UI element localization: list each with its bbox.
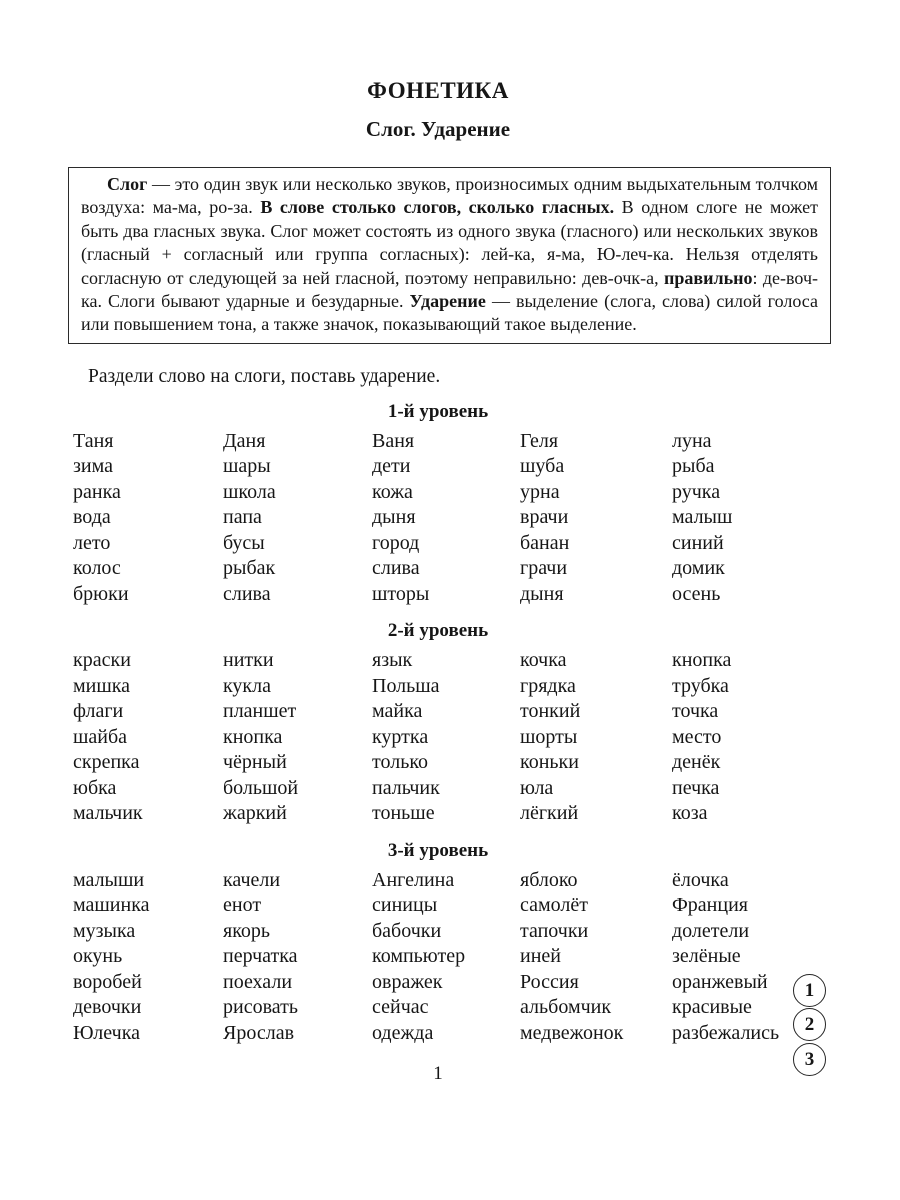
word-cell: трубка <box>672 674 729 697</box>
word-cell: краски <box>73 649 131 672</box>
word-cell: музыка <box>73 919 136 942</box>
definition-body: В одном слоге не может быть два гласных звука. Слог может состоять из одного звука (гласного) или нескольких звуков (гласный + согласный или группа согласных): лей-ка, я-ма, Ю-леч-ка. Нельзя отделять согласную от следующей за ней гласной, поэтому неправильно: дев-очк-а, <box>81 197 818 288</box>
word-cell: дети <box>372 455 411 478</box>
word-cell: денёк <box>672 751 721 774</box>
level-3-word-table <box>73 868 900 1047</box>
word-cell: яблоко <box>520 868 578 891</box>
word-cell: слива <box>372 557 420 580</box>
word-cell: луна <box>672 429 712 452</box>
word-cell: иней <box>520 945 561 968</box>
level-1-title: 1-й уровень <box>387 400 489 422</box>
word-cell: грачи <box>520 557 568 580</box>
word-cell: поехали <box>223 970 293 993</box>
word-cell: планшет <box>223 700 297 723</box>
word-cell: медвежонок <box>520 1021 624 1044</box>
word-cell: шары <box>223 455 271 478</box>
word-cell: кнопка <box>672 649 732 672</box>
level-badge-3-label: 3 <box>804 1048 815 1070</box>
word-cell: Таня <box>73 429 114 452</box>
word-cell: тоньше <box>372 802 435 825</box>
word-cell: колос <box>73 557 121 580</box>
word-cell: врачи <box>520 506 569 529</box>
word-cell: язык <box>372 649 413 672</box>
word-cell: зима <box>73 455 113 478</box>
page-number: 1 <box>433 1063 443 1085</box>
definition-term: Слог <box>107 174 148 194</box>
word-cell: мальчик <box>73 802 143 825</box>
word-cell: красивые <box>672 996 752 1019</box>
word-cell: куртка <box>372 725 429 748</box>
word-cell: шторы <box>372 582 430 605</box>
word-cell: тапочки <box>520 919 589 942</box>
word-cell: рыба <box>672 455 715 478</box>
word-cell: Польша <box>372 674 440 697</box>
word-cell: зелёные <box>672 945 741 968</box>
word-cell: папа <box>223 506 262 529</box>
word-cell: перчатка <box>223 945 298 968</box>
word-cell: осень <box>672 582 721 605</box>
word-cell: якорь <box>223 919 271 942</box>
level-2-title: 2-й уровень <box>387 620 489 642</box>
word-cell: вода <box>73 506 111 529</box>
word-cell: самолёт <box>520 894 588 917</box>
word-cell: окунь <box>73 945 123 968</box>
word-cell: синий <box>672 531 724 554</box>
word-cell: юбка <box>73 776 117 799</box>
word-cell: шорты <box>520 725 578 748</box>
level-badge-1-label: 1 <box>804 979 815 1001</box>
word-cell: слива <box>223 582 271 605</box>
word-cell: Ангелина <box>372 868 455 891</box>
word-cell: кочка <box>520 649 567 672</box>
word-cell: жаркий <box>223 802 287 825</box>
word-cell: шайба <box>73 725 128 748</box>
word-cell: воробей <box>73 970 142 993</box>
word-cell: кожа <box>372 480 413 503</box>
word-cell: рисовать <box>223 996 298 1019</box>
word-cell: кукла <box>223 674 272 697</box>
word-cell: большой <box>223 776 299 799</box>
word-cell: место <box>672 725 722 748</box>
word-cell: майка <box>372 700 423 723</box>
word-cell: альбомчик <box>520 996 612 1019</box>
section-title: Слог. Ударение <box>365 117 511 141</box>
word-cell: овражек <box>372 970 443 993</box>
word-cell: долетели <box>672 919 750 942</box>
definition-body: — выделение (слога, слова) силой голоса или повышением тона, а также значок, показывающий такое выделение. <box>81 291 818 335</box>
exercise-instruction: Раздели слово на слоги, поставь ударение. <box>88 365 441 387</box>
definition-term: правильно <box>664 267 753 288</box>
word-cell: качели <box>223 868 281 891</box>
word-cell: бусы <box>223 531 265 554</box>
word-cell: оранжевый <box>672 970 768 993</box>
word-cell: ручка <box>672 480 721 503</box>
level-2-word-table <box>73 648 900 827</box>
definition-term: В слове столько слогов, сколько гласных. <box>260 197 615 218</box>
word-cell: Геля <box>520 429 559 452</box>
word-cell: лето <box>73 531 111 554</box>
word-cell: малыши <box>73 868 145 891</box>
word-cell: Франция <box>672 894 748 917</box>
word-cell: ранка <box>73 480 121 503</box>
word-cell: лёгкий <box>520 802 579 825</box>
word-cell: ёлочка <box>672 868 729 891</box>
definition-box <box>68 167 831 344</box>
word-cell: кнопка <box>223 725 283 748</box>
word-cell: дыня <box>520 582 564 605</box>
word-cell: только <box>372 751 429 774</box>
word-cell: чёрный <box>223 751 287 774</box>
word-cell: разбежались <box>672 1021 780 1044</box>
word-cell: тонкий <box>520 700 581 723</box>
word-cell: банан <box>520 531 570 554</box>
word-cell: малыш <box>672 506 733 529</box>
word-cell: школа <box>223 480 276 503</box>
word-cell: город <box>372 531 420 554</box>
word-cell: печка <box>672 776 720 799</box>
word-cell: шуба <box>520 455 565 478</box>
word-cell: дыня <box>372 506 416 529</box>
word-cell: бабочки <box>372 919 442 942</box>
word-cell: Даня <box>223 429 266 452</box>
word-cell: машинка <box>73 894 150 917</box>
word-cell: брюки <box>73 582 129 605</box>
word-cell: коза <box>672 802 708 825</box>
word-cell: компьютер <box>372 945 466 968</box>
word-cell: грядка <box>520 674 576 697</box>
word-cell: Ярослав <box>223 1021 295 1044</box>
word-cell: девочки <box>73 996 142 1019</box>
level-badge-3 <box>793 1043 826 1076</box>
page-title: ФОНЕТИКА <box>367 78 509 103</box>
level-1-word-table <box>73 429 900 608</box>
word-cell: мишка <box>73 674 131 697</box>
word-cell: одежда <box>372 1021 434 1044</box>
level-badge-1 <box>793 974 826 1007</box>
word-cell: точка <box>672 700 719 723</box>
word-cell: Юлечка <box>73 1021 141 1044</box>
word-cell: Россия <box>520 970 579 993</box>
definition-body: : де-воч-ка. Слоги бывают ударные и безударные. <box>81 267 818 312</box>
word-cell: пальчик <box>372 776 440 799</box>
word-cell: коньки <box>520 751 579 774</box>
word-cell: рыбак <box>223 557 276 580</box>
word-cell: юла <box>520 776 554 799</box>
definition-term: Ударение <box>409 291 486 312</box>
level-badge-2-label: 2 <box>804 1013 815 1035</box>
word-cell: синицы <box>372 894 438 917</box>
definition-body: — это один звук или несколько звуков, произносимых одним выдыхательным толчком воздуха: ма-ма, ро-за. <box>81 174 818 218</box>
word-cell: енот <box>223 894 262 917</box>
word-cell: нитки <box>223 649 274 672</box>
word-cell: скрепка <box>73 751 140 774</box>
definition-text <box>81 173 818 337</box>
word-cell: сейчас <box>372 996 429 1019</box>
word-cell: урна <box>520 480 560 503</box>
word-cell: домик <box>672 557 725 580</box>
word-cell: флаги <box>73 700 124 723</box>
level-badge-2 <box>793 1008 826 1041</box>
word-cell: Ваня <box>372 429 415 452</box>
level-3-title: 3-й уровень <box>387 839 489 861</box>
